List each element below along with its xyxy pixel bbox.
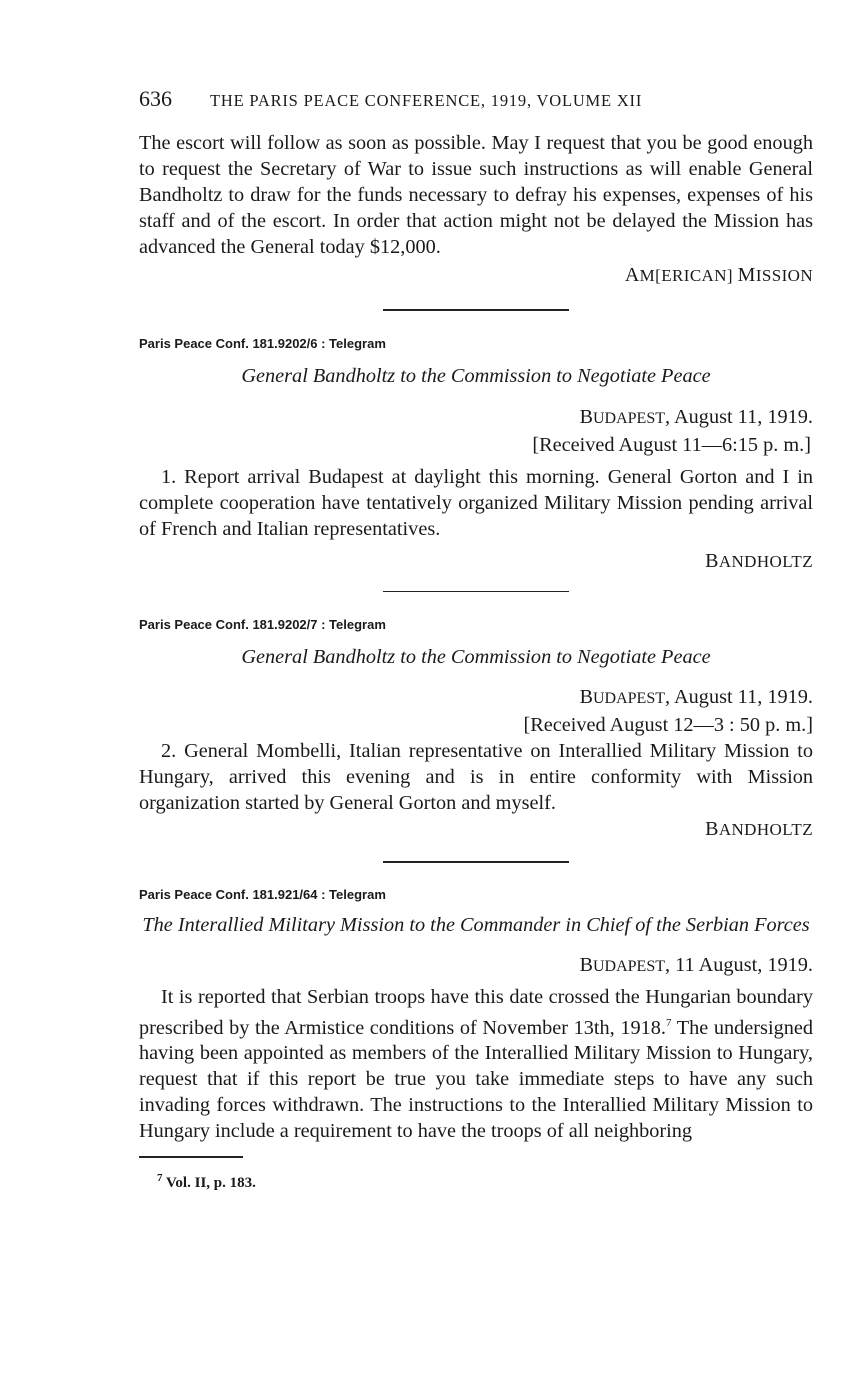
doc2-body: 2. General Mombelli, Italian representative on Interallied Military Mission to Hungary, arrived this evening and is in entire conformity with Mission organization started by General Gorton and myself.	[139, 740, 813, 814]
doc3-body: It is reported that Serbian troops have this date crossed the Hungarian boundary prescribed by the Armistice conditions of November 13th, 1918.$^7$ The undersigned having been appointed as members of the Interallied Military Mission to Hungary, request that if this report be true you take immediate steps to have any such invading forces withdrawn. The instructions to the Interallied Military Mission to Hungary include a requirement to have the troops of all neighboring	[139, 985, 814, 1143]
running-title: THE PARIS PEACE CONFERENCE, 1919, VOLUME XII	[210, 91, 643, 110]
footnote-reference: 7	[666, 1016, 672, 1029]
doc1-signature: BANDHOLTZ	[705, 549, 813, 572]
intro-signature: AM[ERICAN] MISSION	[624, 264, 813, 286]
page-number: 636	[139, 86, 172, 111]
running-header	[139, 86, 813, 116]
doc3-file-reference: Paris Peace Conf. 181.921/64 : Telegram	[139, 886, 386, 902]
doc1-title: General Bandholtz to the Commission to Negotiate Peace	[241, 364, 711, 387]
doc1-dateline: BUDAPEST, August 11, 1919.	[579, 405, 813, 428]
doc2-dateline: BUDAPEST, August 11, 1919.	[579, 686, 813, 708]
doc2-file-reference: Paris Peace Conf. 181.9202/7 : Telegram	[139, 617, 386, 632]
doc2-received: [Received August 12—3 : 50 p. m.]	[523, 714, 813, 736]
section-divider	[383, 309, 569, 311]
doc3-dateline: BUDAPEST, 11 August, 1919.	[579, 953, 813, 976]
doc2-signature: BANDHOLTZ	[705, 818, 813, 840]
section-divider	[383, 591, 569, 593]
doc3-title: The Interallied Military Mission to the Commander in Chief of the Serbian Forces	[142, 913, 810, 936]
doc1-body: 1. Report arrival Budapest at daylight this morning. General Gorton and I in complete cooperation have tentatively organized Military Mission pending arrival of French and Italian representatives.	[139, 465, 813, 540]
doc1-file-reference: Paris Peace Conf. 181.9202/6 : Telegram	[139, 335, 386, 351]
doc2-title: General Bandholtz to the Commission to Negotiate Peace	[241, 646, 711, 668]
footnote: $^7$ Vol. II, p. 183.	[157, 1171, 256, 1191]
doc1-received: [Received August 11—6:15 p. m.]	[532, 433, 811, 456]
section-divider	[383, 861, 569, 863]
intro-paragraph: The escort will follow as soon as possible. May I request that you be good enough to request the Secretary of War to issue such instructions as will enable General Bandholtz to draw for the funds necessary to defray his expenses, expenses of his staff and of the escort. In order that action might not be delayed the Mission has advanced the General today $12,000.	[139, 132, 813, 258]
footnote-divider	[139, 1156, 243, 1158]
document-page	[139, 86, 813, 1192]
